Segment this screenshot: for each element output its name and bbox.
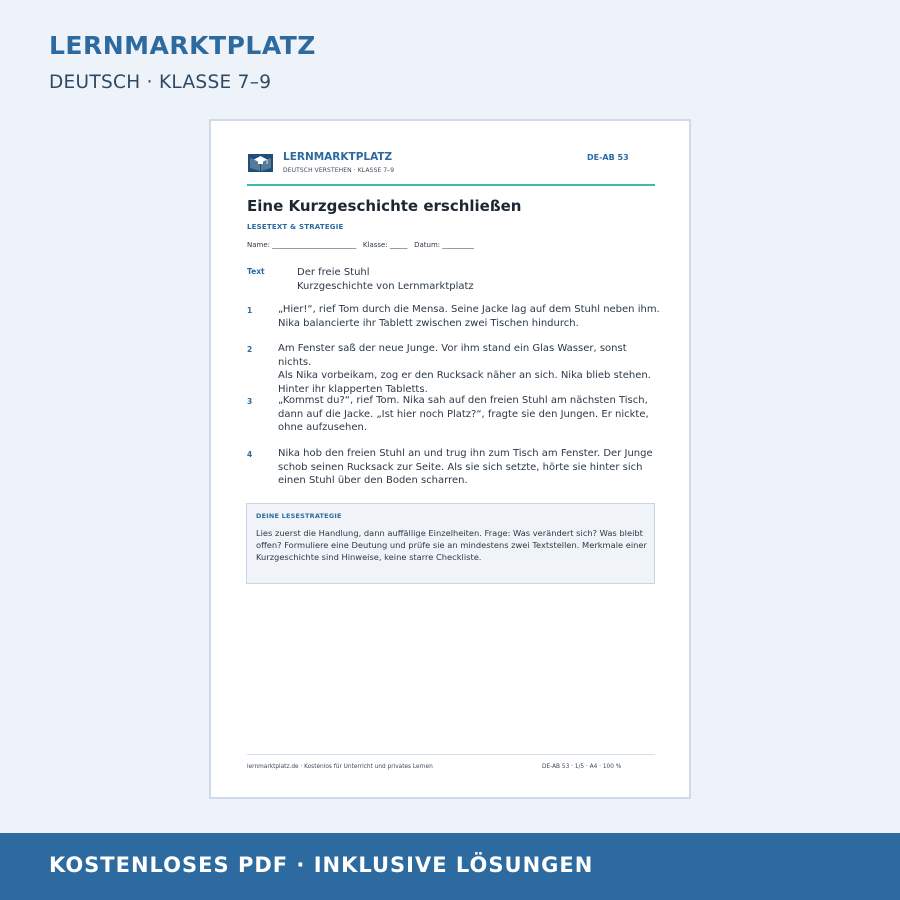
header-subtitle: DEUTSCH VERSTEHEN · KLASSE 7–9 (283, 167, 395, 174)
story-title: Der freie Stuhl (297, 267, 370, 278)
paragraph-number: 4 (247, 450, 253, 459)
paragraph-text: Am Fenster saß der neue Junge. Vor ihm stand ein Glas Wasser, sonst nichts. Als Nika vorbeikam, zog er den Rucksack näher an sich. Nika blieb stehen. Hinter ihr klapperten Tabletts. (278, 343, 651, 395)
worksheet-kicker: LESETEXT & STRATEGIE (247, 223, 344, 231)
book-with-cap-icon (248, 150, 275, 174)
footer-right: DE-AB 53 · 1/5 · A4 · 100 % (542, 764, 622, 770)
text-label: Text (247, 267, 265, 276)
worksheet-preview (209, 119, 691, 799)
story-heading (297, 266, 474, 294)
story-author: Kurzgeschichte von Lernmarktplatz (297, 281, 474, 292)
paragraph-number: 3 (247, 397, 253, 406)
header-brand: LERNMARKTPLATZ (283, 151, 393, 163)
brand-title: LERNMARKTPLATZ (49, 31, 316, 60)
header-divider (247, 184, 655, 186)
strategy-box (246, 503, 655, 584)
paragraph-text: „Hier!“, rief Tom durch die Mensa. Seine Jacke lag auf dem Stuhl neben ihm. Nika balancierte ihr Tablett zwischen zwei Tischen hindurch. (278, 304, 660, 329)
strategy-body: Lies zuerst die Handlung, dann auffällige Einzelheiten. Frage: Was verändert sich? Was bleibt offen? Formuliere eine Deutung und prüfe sie an mindestens zwei Textstellen. Merkmale einer Kurzgeschichte sind Hinweise, keine starre Checkliste. (256, 528, 647, 562)
footer-divider (247, 754, 655, 755)
paragraph-text: „Kommst du?“, rief Tom. Nika sah auf den freien Stuhl am nächsten Tisch, dann auf die Jacke. „Ist hier noch Platz?“, fragte sie den Jungen. Er nickte, ohne aufzusehen. (278, 395, 649, 434)
paragraph-text: Nika hob den freien Stuhl an und trug ihn zum Tisch am Fenster. Der Junge schob seinen Rucksack zur Seite. Als sie sich setzte, hörte sie hinter sich einen Stuhl über den Boden scharren. (278, 448, 653, 487)
worksheet-title: Eine Kurzgeschichte erschließen (247, 197, 522, 215)
worksheet-code: DE-AB 53 (587, 153, 629, 162)
promo-banner (0, 833, 900, 900)
brand-subtitle: DEUTSCH · KLASSE 7–9 (49, 72, 272, 93)
paragraph-number: 1 (247, 306, 253, 315)
paragraph-number: 2 (247, 345, 253, 354)
student-fields: Name: ________________________ Klasse: _____ Datum: _________ (247, 241, 474, 249)
footer-left: lernmarktplatz.de · Kostenlos für Unterricht und privates Lernen (247, 764, 433, 770)
banner-text: KOSTENLOSES PDF · INKLUSIVE LÖSUNGEN (49, 853, 594, 877)
strategy-heading: DEINE LESESTRATEGIE (256, 512, 342, 520)
